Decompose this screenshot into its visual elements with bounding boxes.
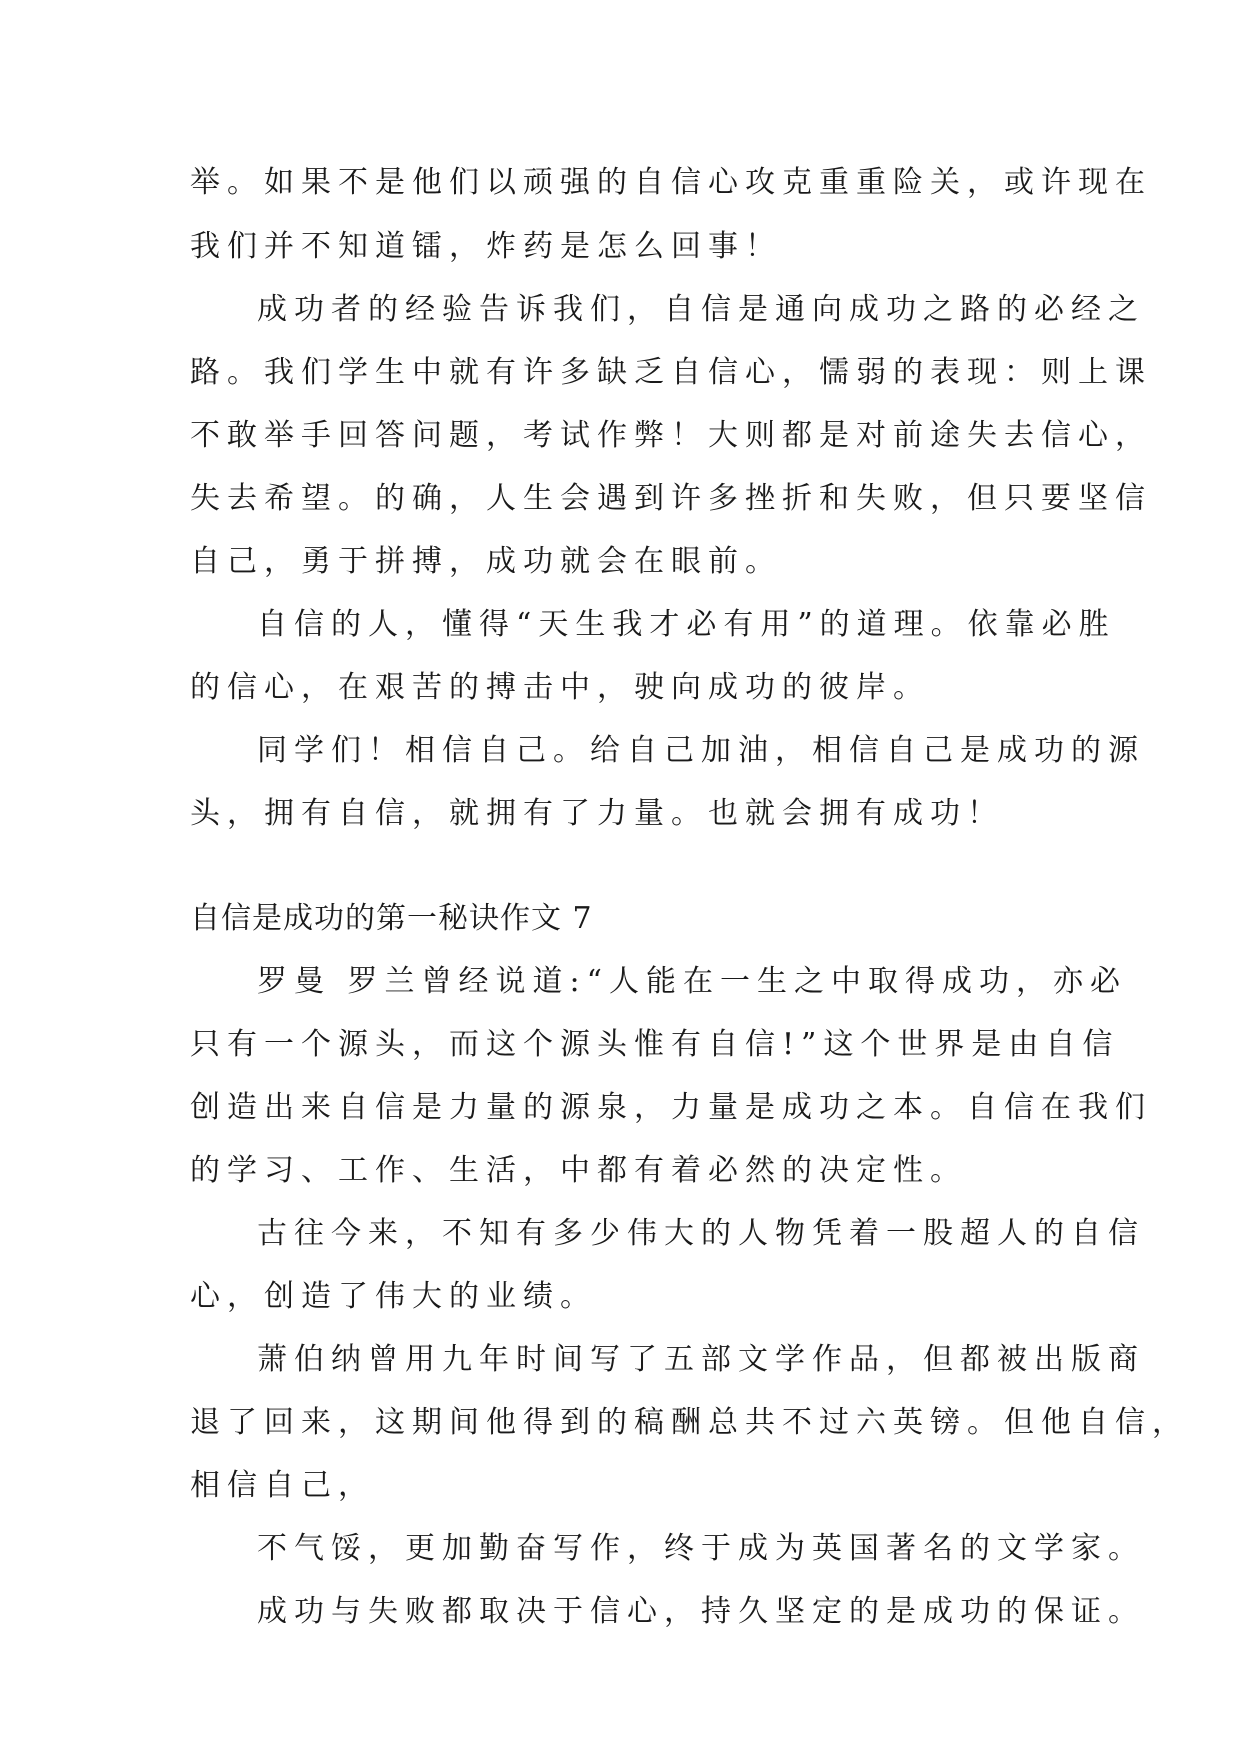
text-line-16: 的学习、工作、生活，中都有着必然的决定性。 (190, 1153, 967, 1188)
text-line-15: 创造出来自信是力量的源泉，力量是成功之本。自信在我们 (190, 1090, 1152, 1125)
text-line-18: 心，创造了伟大的业绩。 (190, 1279, 597, 1314)
text-line-6: 失去希望。的确，人生会遇到许多挫折和失败，但只要坚信 (190, 481, 1152, 516)
text-line-22: 不气馁，更加勤奋写作，终于成为英国著名的文学家。 (257, 1531, 1145, 1566)
text-line-8: 自信的人，懂得“天生我才必有用”的道理。依靠必胜 (257, 607, 1116, 642)
text-line-21: 相信自己， (190, 1468, 375, 1503)
text-line-19: 萧伯纳曾用九年时间写了五部文学作品，但都被出版商 (257, 1342, 1145, 1377)
text-line-14: 只有一个源头，而这个源头惟有自信!”这个世界是由自信 (190, 1027, 1120, 1062)
text-line-10: 同学们！相信自己。给自己加油，相信自己是成功的源 (257, 733, 1145, 768)
text-line-17: 古往今来，不知有多少伟大的人物凭着一股超人的自信 (257, 1216, 1145, 1251)
section-title: 自信是成功的第一秘诀作文 7 (190, 901, 593, 936)
text-line-13: 罗曼 罗兰曾经说道:“人能在一生之中取得成功，亦必 (257, 964, 1127, 999)
text-line-7: 自己，勇于拼搏，成功就会在眼前。 (190, 544, 782, 579)
text-line-9: 的信心，在艰苦的搏击中，驶向成功的彼岸。 (190, 670, 930, 705)
text-line-20: 退了回来，这期间他得到的稿酬总共不过六英镑。但他自信， (190, 1405, 1189, 1440)
text-line-4: 路。我们学生中就有许多缺乏自信心，懦弱的表现：则上课 (190, 355, 1152, 390)
text-line-11: 头，拥有自信，就拥有了力量。也就会拥有成功！ (190, 796, 1004, 831)
text-line-5: 不敢举手回答问题，考试作弊！大则都是对前途失去信心， (190, 418, 1152, 453)
text-line-3: 成功者的经验告诉我们，自信是通向成功之路的必经之 (257, 292, 1145, 327)
text-line-2: 我们并不知道镭，炸药是怎么回事！ (190, 229, 782, 264)
text-line-1: 举。如果不是他们以顽强的自信心攻克重重险关，或许现在 (190, 165, 1152, 200)
text-line-23: 成功与失败都取决于信心，持久坚定的是成功的保证。 (257, 1594, 1145, 1629)
